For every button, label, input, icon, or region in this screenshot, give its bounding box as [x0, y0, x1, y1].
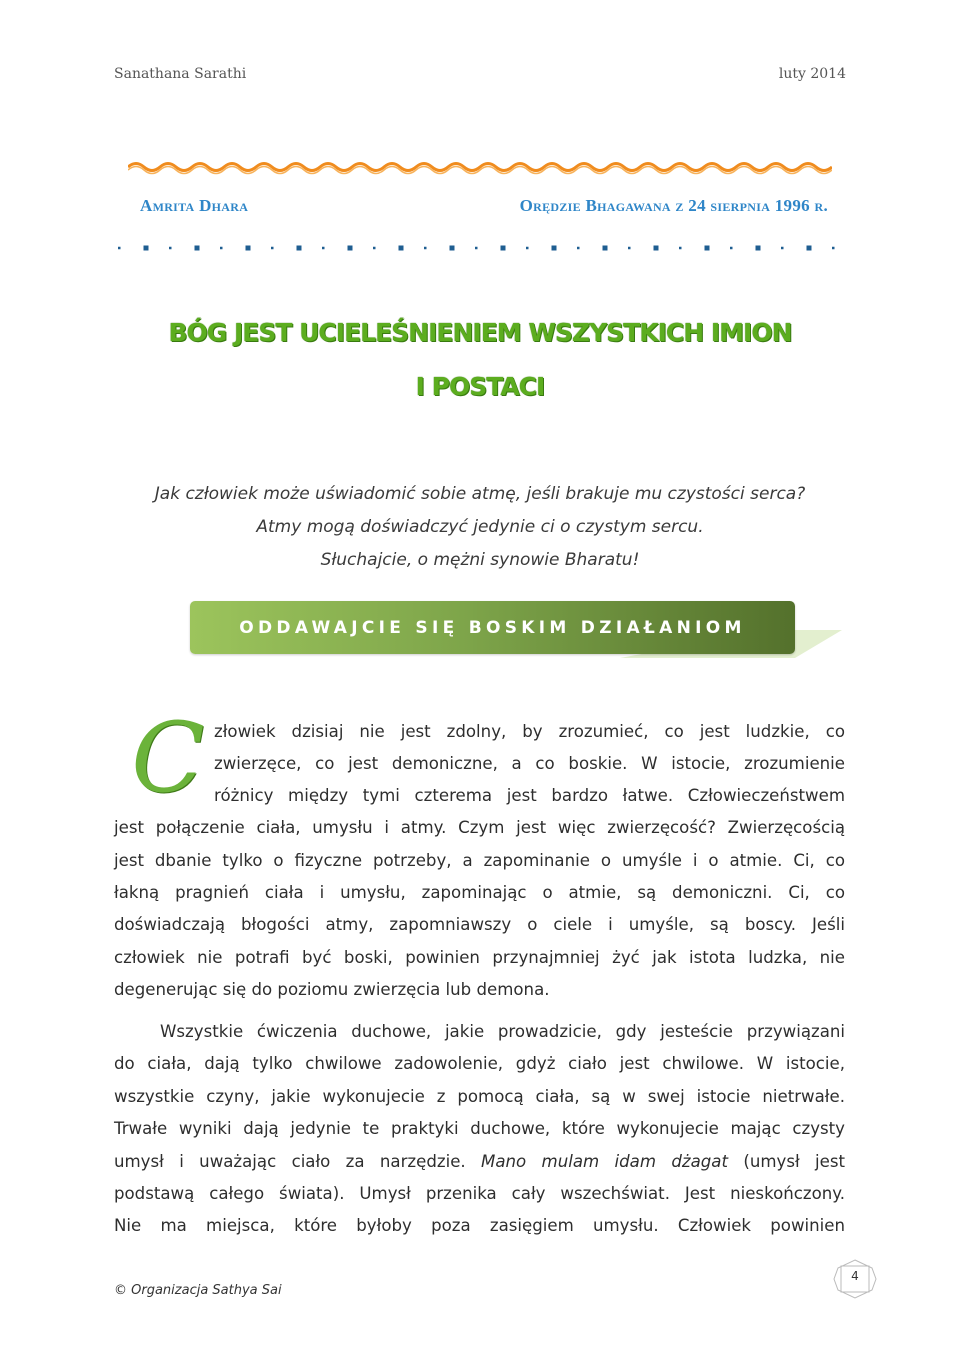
- text-line: doświadczają błogości atmy, zapomniawszy o ciele i umyśle, są boscy. Jeśli: [114, 915, 845, 934]
- copyright-notice: © Organizacja Sathya Sai: [114, 1283, 282, 1298]
- divider-dot: [195, 246, 200, 251]
- dotted-divider: [118, 243, 842, 253]
- divider-dot: [577, 247, 580, 250]
- divider-dot: [118, 247, 121, 250]
- divider-dot: [399, 246, 404, 251]
- text-line: zwierzęce, co jest demoniczne, a co boskie. W istocie, zrozumienie: [214, 754, 845, 773]
- divider-dot: [144, 246, 149, 251]
- text-line: człowiek nie potrafi być boski, powinien przynajmniej żyć jak istota ludzka, nie: [114, 948, 845, 967]
- text-line: podstawą całego świata). Umysł przenika cały wszechświat. Jest nieskończony.: [114, 1184, 845, 1203]
- divider-dot: [424, 247, 427, 250]
- verse-line: Jak człowiek może uświadomić sobie atmę, jeśli brakuje mu czystości serca?: [154, 484, 806, 504]
- issue-date: luty 2014: [778, 66, 846, 82]
- banner-heading: ODDAWAJCIE SIĘ BOSKIM DZIAŁANIOM: [239, 617, 746, 638]
- divider-dot: [730, 247, 733, 250]
- divider-dot: [501, 246, 506, 251]
- divider-dot: [322, 247, 325, 250]
- divider-dot: [603, 246, 608, 251]
- divider-dot: [475, 247, 478, 250]
- divider-dot: [628, 247, 631, 250]
- text-line: degenerując się do poziomu zwierzęcia lub demona.: [114, 980, 550, 999]
- divider-dot: [246, 246, 251, 251]
- divider-dot: [169, 247, 172, 250]
- divider-dot: [297, 246, 302, 251]
- divider-dot: [348, 246, 353, 251]
- text-line: wszystkie czyny, jakie wykonujecie z pomocą ciała, są w swej istocie nietrwałe.: [114, 1087, 845, 1106]
- text-line: Trwałe wyniki dają jedynie te praktyki duchowe, które wykonujecie mając czysty: [114, 1119, 845, 1138]
- divider-dot: [526, 247, 529, 250]
- divider-dot: [654, 246, 659, 251]
- text-line: złowiek dzisiaj nie jest zdolny, by zrozumieć, co jest ludzkie, co: [214, 722, 845, 741]
- page-number: 4: [851, 1269, 859, 1283]
- divider-dot: [552, 246, 557, 251]
- wave-ornament: [128, 156, 832, 176]
- sanskrit-phrase: Mano mulam idam dżagat: [481, 1152, 728, 1171]
- divider-dot: [832, 247, 835, 250]
- article-title-line1: BÓG JEST UCIELEŚNIENIEM WSZYSTKICH IMION: [168, 318, 792, 347]
- divider-dot: [679, 247, 682, 250]
- text-run: umysł i uważając ciało za narzędzie.: [114, 1152, 466, 1171]
- verse-line: Atmy mogą doświadczyć jedynie ci o czystym sercu.: [256, 517, 704, 537]
- text-line: [114, 1146, 845, 1179]
- drop-cap: C: [131, 702, 205, 814]
- section-name: Amrita Dhara: [140, 196, 249, 215]
- divider-dot: [705, 246, 710, 251]
- divider-dot: [373, 247, 376, 250]
- divider-dot: [220, 247, 223, 250]
- text-line: jest połączenie ciała, umysłu i atmy. Czym jest więc zwierzęcość? Zwierzęcością: [114, 818, 845, 837]
- text-line: do ciała, dają tylko chwilowe zadowolenie, gdyż ciało jest chwilowe. W istocie,: [114, 1054, 845, 1073]
- text-line: Wszystkie ćwiczenia duchowe, jakie prowadzicie, gdy jesteście przywiązani: [160, 1022, 845, 1041]
- divider-dot: [756, 246, 761, 251]
- verse-line: Słuchajcie, o mężni synowie Bharatu!: [320, 550, 640, 570]
- text-line: różnicy między tymi czterema jest bardzo łatwe. Człowieczeństwem: [214, 786, 845, 805]
- text-line: Nie ma miejsca, które byłoby poza zasięgiem umysłu. Człowiek powinien: [114, 1216, 845, 1235]
- divider-dot: [807, 246, 812, 251]
- discourse-date: Orędzie Bhagawana z 24 sierpnia 1996 r.: [519, 196, 828, 215]
- divider-dot: [781, 247, 784, 250]
- text-run: (umysł jest: [743, 1152, 846, 1171]
- publication-name: Sanathana Sarathi: [114, 66, 247, 82]
- divider-dot: [450, 246, 455, 251]
- article-title-line2: I POSTACI: [415, 372, 545, 401]
- divider-dot: [271, 247, 274, 250]
- text-line: łakną pragnień ciała i umysłu, zapominając o atmie, są demoniczni. Ci, co: [114, 883, 845, 902]
- section-banner: [190, 601, 795, 654]
- text-line: jest dbanie tylko o fizyczne potrzeby, a zapominanie o umyśle i o atmie. Ci, co: [114, 851, 845, 870]
